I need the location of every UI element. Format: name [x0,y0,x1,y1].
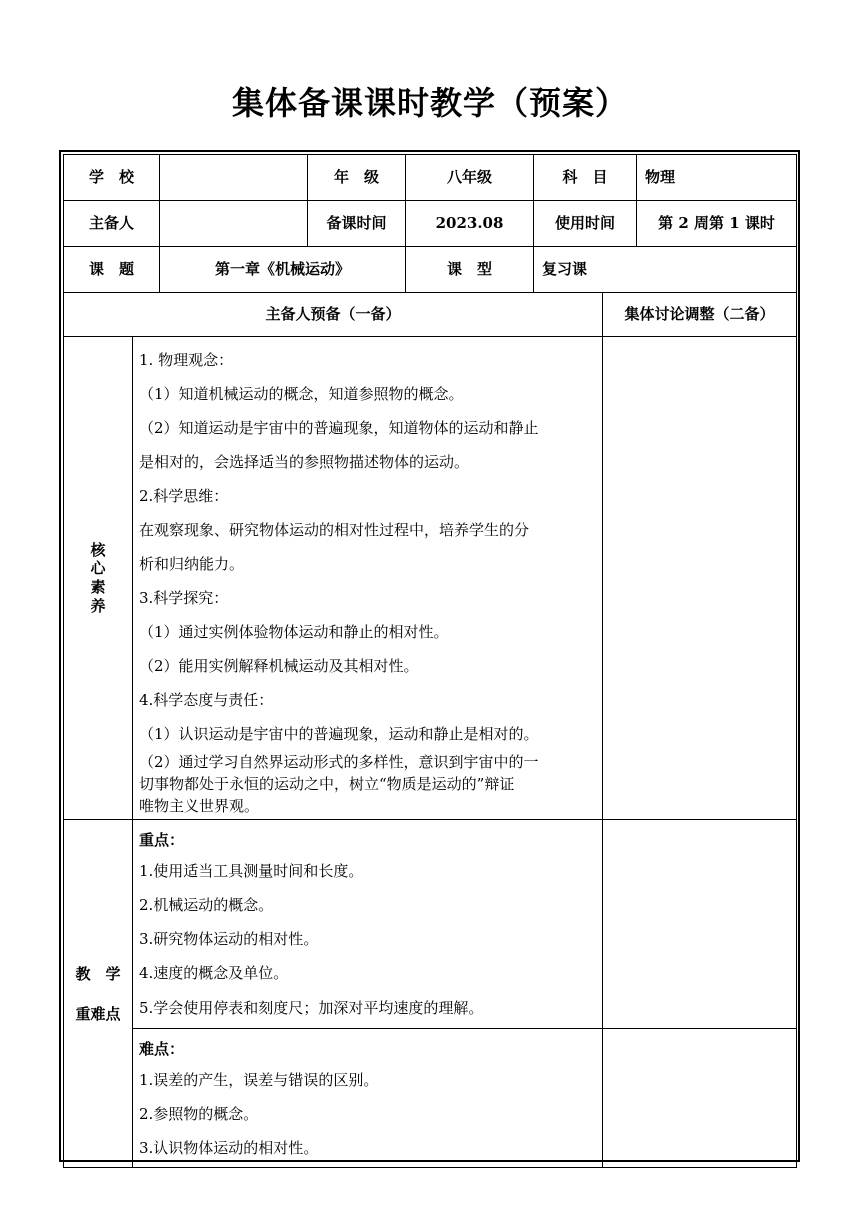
core-literacy-row [64,337,797,820]
preparer-value[interactable] [160,201,308,247]
difficult-point-item: 2.参照物的概念。 [139,1105,259,1123]
header-group-discussion: 集体讨论调整（二备） [603,293,797,337]
core-line: （2）能用实例解释机械运动及其相对性。 [139,657,419,675]
difficult-points-content[interactable] [133,1029,603,1168]
core-line: 4.科学态度与责任： [139,691,274,709]
core-line: （1）知道机械运动的概念，知道参照物的概念。 [139,385,464,403]
key-points-title: 重点： [139,831,185,849]
header-first-prep: 主备人预备（一备） [64,293,603,337]
use-time-label: 使用时间 [534,201,637,247]
key-point-item: 2.机械运动的概念。 [139,896,274,914]
page-title: 集体备课课时教学（预案） [231,84,628,122]
use-time-value[interactable]: 第 2 周第 1 课时 [637,201,797,247]
prep-time-value[interactable]: 2023.08 [406,201,534,247]
core-line: 3.科学探究： [139,589,229,607]
prep-time-label: 备课时间 [308,201,406,247]
core-line: 2.科学思维： [139,487,229,505]
core-literacy-content[interactable] [133,337,603,820]
core-line: 是相对的，会选择适当的参照物描述物体的运动。 [139,453,470,471]
core-line: 在观察现象、研究物体运动的相对性过程中，培养学生的分 [139,521,530,539]
core-literacy-discussion[interactable] [603,337,797,820]
lesson-type-value[interactable]: 复习课 [534,247,797,293]
difficult-point-item: 1.误差的产生，误差与错误的区别。 [139,1071,379,1089]
info-row-topic [64,247,797,293]
core-line: 切事物都处于永恒的运动之中，树立“物质是运动的”辩证 [139,775,515,793]
core-line: （1）通过实例体验物体运动和静止的相对性。 [139,623,449,641]
difficult-points-title: 难点： [139,1040,185,1058]
core-line: 析和归纳能力。 [139,555,245,573]
core-line: 1. 物理观念： [139,351,234,369]
subject-label: 科 目 [534,155,637,201]
topic-value[interactable]: 第一章《机械运动》 [160,247,406,293]
lesson-type-label: 课 型 [406,247,534,293]
key-point-item: 3.研究物体运动的相对性。 [139,930,319,948]
core-line: （2）知道运动是宇宙中的普遍现象，知道物体的运动和静止 [139,419,539,437]
school-value[interactable] [160,155,308,201]
key-points-row [64,820,797,1029]
key-point-item: 5.学会使用停表和刻度尺；加深对平均速度的理解。 [139,999,484,1017]
key-point-item: 1.使用适当工具测量时间和长度。 [139,862,364,880]
preparer-label: 主备人 [64,201,160,247]
key-point-item: 4.速度的概念及单位。 [139,964,289,982]
key-difficult-label: 教 学 重难点 [64,820,133,1168]
core-line: （1）认识运动是宇宙中的普遍现象，运动和静止是相对的。 [139,725,539,743]
grade-value[interactable]: 八年级 [406,155,534,201]
core-line: （2）通过学习自然界运动形式的多样性，意识到宇宙中的一 [139,753,539,771]
section-header-row [64,293,797,337]
difficult-point-item: 3.认识物体运动的相对性。 [139,1139,319,1157]
core-literacy-label: 核 心 素 养 [64,337,133,820]
lesson-plan-table [63,154,797,1168]
difficult-points-discussion[interactable] [603,1029,797,1168]
school-label: 学 校 [64,155,160,201]
key-points-discussion[interactable] [603,820,797,1029]
key-points-content[interactable] [133,820,603,1029]
info-row-preparer [64,201,797,247]
info-row-school [64,155,797,201]
lesson-plan-frame [59,150,800,1162]
topic-label: 课 题 [64,247,160,293]
difficult-points-row [64,1029,797,1168]
core-line: 唯物主义世界观。 [139,797,260,815]
subject-value[interactable]: 物理 [637,155,797,201]
grade-label: 年 级 [308,155,406,201]
